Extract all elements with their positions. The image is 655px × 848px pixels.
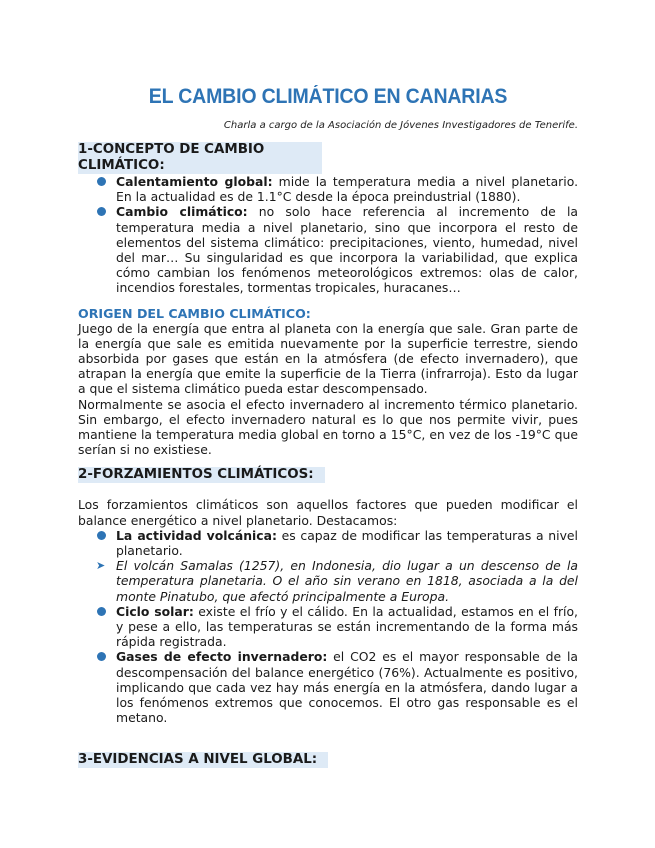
section-1-list: [78, 174, 578, 296]
list-item-example: [78, 558, 578, 604]
example-text: El volcán Samalas (1257), en Indonesia, dio lugar a un descenso de la temperatura planetaria. O el año sin verano en 1818, asociada a la del monte Pinatubo, que afectó principalmente a Europa.: [116, 558, 578, 604]
section-1-heading: 1-CONCEPTO DE CAMBIO CLIMÁTICO:: [78, 142, 322, 174]
origin-heading: ORIGEN DEL CAMBIO CLIMÁTICO:: [78, 305, 311, 321]
list-item: [78, 528, 578, 558]
section-2-heading: 2-FORZAMIENTOS CLIMÁTICOS:: [78, 467, 325, 483]
document-page: [78, 78, 578, 768]
list-item-text: es capaz de modificar las temperaturas a nivel planetario.: [116, 527, 578, 559]
list-item: [78, 604, 578, 650]
list-item: [78, 204, 578, 295]
list-item-term: La actividad volcánica:: [116, 527, 277, 543]
list-item-text: el CO2 es el mayor responsable de la descompensación del balance energético (76%). Actualmente es positivo, implicando que cada vez hay más energía en la atmósfera, dando lugar a los fenómenos extremos que conocemos. El otro gas responsable es el metano.: [116, 649, 578, 726]
origin-paragraph-1: Juego de la energía que entra al planeta con la energía que sale. Gran parte de la energía que sale es emitida nuevamente por la superficie terrestre, siendo absorbida por gases que están en la atmósfera (de efecto invernadero), que atrapan la energía que emite la superficie de la Tierra (infrarroja). Esto da lugar a que el sistema climático pueda estar descompensado.: [78, 320, 578, 397]
list-item: [78, 649, 578, 725]
origin-paragraph-2: Normalmente se asocia el efecto invernadero al incremento térmico planetario. Sin embargo, el efecto invernadero natural es lo que nos permite vivir, pues mantiene la temperatura media global en torno a 15°C, en vez de los -19°C que serían si no existiese.: [78, 396, 578, 458]
document-subtitle: Charla a cargo de la Asociación de Jóvenes Investigadores de Tenerife.: [223, 120, 578, 131]
list-item-text: mide la temperatura media a nivel planetario. En la actualidad es de 1.1°C desde la época preindustrial (1880).: [116, 174, 579, 205]
list-item-term: Cambio climático:: [116, 204, 248, 220]
list-item-text: existe el frío y el cálido. En la actualidad, estamos en el frío, y pese a ello, las temperaturas se están incrementando de la forma más rápida registrada.: [116, 603, 578, 650]
list-item-term: Gases de efecto invernadero:: [116, 649, 328, 665]
bullet-icon: [97, 531, 106, 540]
bullet-icon: [97, 207, 106, 216]
bullet-icon: [97, 177, 106, 186]
section-2-intro: Los forzamientos climáticos son aquellos factores que pueden modificar el balance energético a nivel planetario. Destacamos:: [78, 497, 578, 528]
section-3-heading: 3-EVIDENCIAS A NIVEL GLOBAL:: [78, 752, 328, 768]
list-item: [78, 174, 578, 204]
bullet-icon: [97, 652, 106, 661]
bullet-icon: [97, 607, 106, 616]
list-item-text: no solo hace referencia al incremento de la temperatura media a nivel planetario, sino que incorpora el resto de elementos del sistema climático: precipitaciones, viento, humedad, nivel del mar… Su singularidad es que incorpora la variabilidad, que explica cómo cambian los fenómenos meteorológicos extremos: olas de calor, incendios forestales, tormentas tropicales, huracanes…: [116, 204, 579, 296]
list-item-term: Calentamiento global:: [116, 174, 273, 189]
section-2-list: [78, 528, 578, 726]
arrow-bullet-icon: ➤: [96, 559, 106, 573]
list-item-term: Ciclo solar:: [116, 603, 194, 619]
document-title: EL CAMBIO CLIMÁTICO EN CANARIAS: [148, 85, 508, 108]
